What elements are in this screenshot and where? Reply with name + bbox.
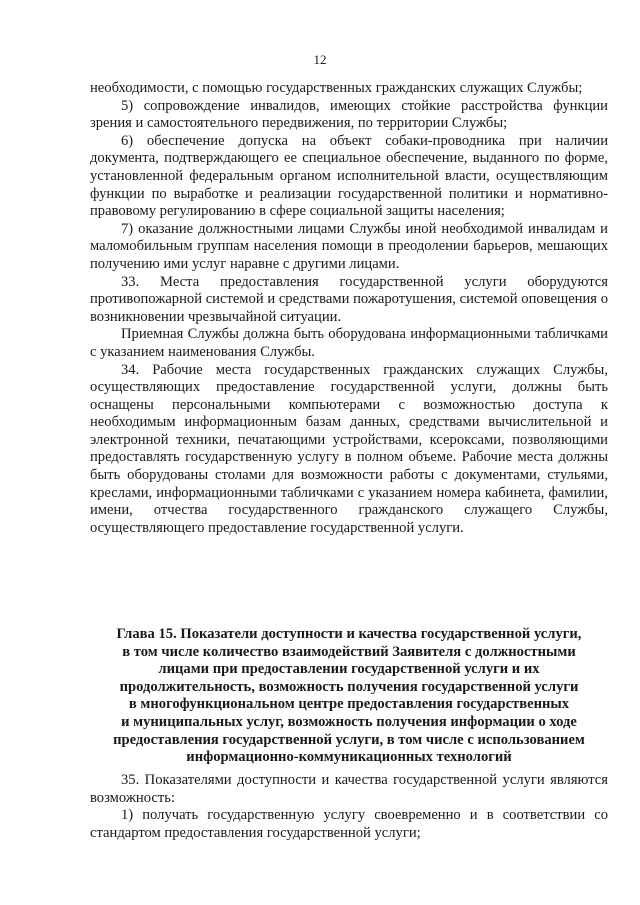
chapter-heading-line: Глава 15. Показатели доступности и качества государственной услуги, xyxy=(116,626,582,642)
body-text xyxy=(90,80,608,537)
paragraph-item-7: 7) оказание должностными лицами Службы иной необходимой инвалидам и маломобильным группам населения помощи в преодолении барьеров, мешающих получению ими услуг наравне с другими лицами. xyxy=(90,220,608,272)
paragraph-item-5: 5) сопровождение инвалидов, имеющих стойкие расстройства функции зрения и самостоятельного передвижения, по территории Службы; xyxy=(90,97,608,132)
paragraph-reception: Приемная Службы должна быть оборудована информационными табличками с указанием наименования Службы. xyxy=(90,326,608,360)
paragraph-35: 35. Показателями доступности и качества государственной услуги являются возможность: xyxy=(90,772,608,806)
paragraph-item-6: 6) обеспечение допуска на объект собаки-проводника при наличии документа, подтверждающего ее специальное обеспечение, выданного по форме, установленной федеральным органом исполнительной власти, осуществляющим функции по выработке и реализации государственной политики и нормативно-правовому регулированию в сфере социальной защиты населения; xyxy=(90,132,608,220)
page-number: 12 xyxy=(313,52,327,67)
closing-text xyxy=(90,772,608,842)
paragraph-continuation: необходимости, с помощью государственных гражданских служащих Службы; xyxy=(90,80,583,96)
chapter-heading-line: в многофункциональном центре предоставления государственных xyxy=(128,696,570,713)
paragraph-35-item-1: 1) получать государственную услугу своевременно и в соответствии со стандартом предоставления государственной услуги; xyxy=(90,807,608,841)
chapter-heading-line: информационно-коммуникационных технологий xyxy=(186,749,512,766)
chapter-heading-line: и муниципальных услуг, возможность получения информации о ходе xyxy=(121,713,577,730)
chapter-heading-line: лицами при предоставлении государственной услуги и их xyxy=(158,661,540,678)
paragraph-33: 33. Места предоставления государственной услуги оборудуются противопожарной системой и средствами пожаротушения, системой оповещения о возникновении чрезвычайной ситуации. xyxy=(90,273,608,325)
chapter-heading-line: предоставления государственной услуги, в том числе с использованием xyxy=(113,731,585,748)
chapter-heading-line: в том числе количество взаимодействий Заявителя с должностными xyxy=(122,643,576,660)
chapter-heading-line: продолжительность, возможность получения государственной услуги xyxy=(119,678,579,695)
paragraph-34: 34. Рабочие места государственных гражданских служащих Службы, осуществляющих предоставление государственной услуги, должны быть оснащены персональными компьютерами с возможностью доступа к необходимым информационным базам данных, средствами вычислительной и электронной техники, печатающими устройствами, ксероксами, позволяющими предоставлять государственную услугу в полном объеме. Рабочие места должны быть оборудованы столами для возможности работы с документами, стульями, креслами, информационными табличками с указанием номера кабинета, фамилии, имени, отчества государственного гражданского служащего Службы, осуществляющего предоставление государственной услуги. xyxy=(90,361,608,536)
chapter-heading xyxy=(90,626,608,767)
